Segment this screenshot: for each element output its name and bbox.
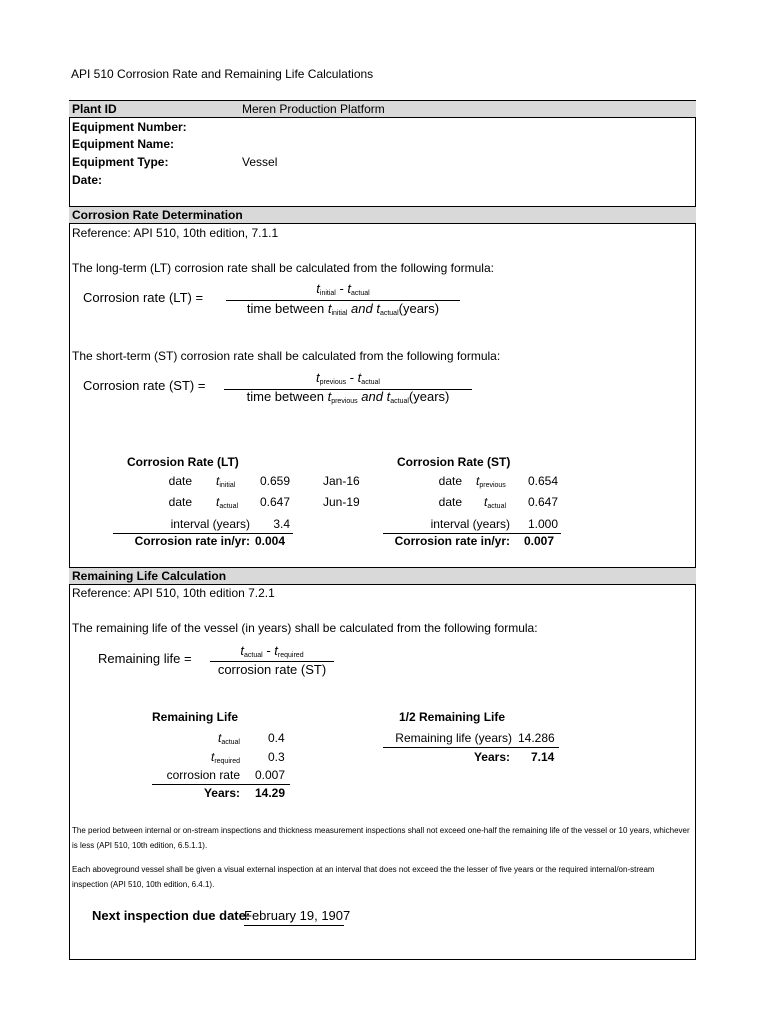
st-interval-value: 1.000 <box>527 517 558 531</box>
st-formula-denominator: time between $t_{previous}$ and $t_{actual}(years)$ <box>246 389 450 405</box>
rl-formula-numerator: $t_{actual} - t_{required}$ <box>240 643 304 659</box>
st-row1-t: $t_{previous}$ <box>476 474 506 489</box>
equipment-number-label: Equipment Number: <box>72 120 187 134</box>
rl-sum-line <box>152 784 290 785</box>
lt-formula-lhs: Corrosion rate (LT) = <box>83 290 204 305</box>
lt-rate-label: Corrosion rate in/yr: <box>134 534 250 548</box>
st-table-title: Corrosion Rate (ST) <box>397 455 511 469</box>
plant-id-label: Plant ID <box>72 102 117 116</box>
st-formula-lhs: Corrosion rate (ST) = <box>83 378 206 393</box>
remaining-life-header-bar <box>69 567 696 585</box>
lt-row1-date: Jan-16 <box>323 474 360 488</box>
st-row2-value: 0.647 <box>527 495 558 509</box>
half-rl-years-label: Years: <box>473 750 510 764</box>
corrosion-reference: Reference: API 510, 10th edition, 7.1.1 <box>72 226 279 240</box>
rl-r1-value: 0.4 <box>268 731 285 745</box>
lt-interval-value: 3.4 <box>273 517 290 531</box>
remaining-intro: The remaining life of the vessel (in years) shall be calculated from the following formula: <box>72 621 538 635</box>
half-rl-title: 1/2 Remaining Life <box>399 710 506 724</box>
lt-row2-label: date <box>168 495 192 509</box>
lt-row1-t: $t_{initial}$ <box>216 474 236 489</box>
page-title: API 510 Corrosion Rate and Remaining Life Calculations <box>71 67 374 81</box>
rl-r2-value: 0.3 <box>268 750 285 764</box>
lt-formula-denominator: time between $t_{initial}$ and $t_{actual}(years)$ <box>246 301 440 317</box>
rl-r2-label: $t_{required}$ <box>210 750 240 765</box>
next-inspection-value: February 19, 1907 <box>244 908 351 923</box>
corrosion-rate-header: Corrosion Rate Determination <box>72 208 243 222</box>
st-row1-label: date <box>438 474 462 488</box>
lt-row2-t: $t_{actual}$ <box>216 495 239 510</box>
note-inspection-interval: The period between internal or on-stream inspections and thickness measurement inspections shall not exceed one-half the remaining life of the vessel or 10 years, whichever is less (API 510, 10th edition, 6.5.1.1). <box>72 826 690 850</box>
rl-formula-denominator: corrosion rate (ST) <box>217 662 327 677</box>
equipment-type-label: Equipment Type: <box>72 155 169 169</box>
plant-id-bar <box>69 100 696 118</box>
lt-row1-value: 0.659 <box>259 474 290 488</box>
st-row1-value: 0.654 <box>527 474 558 488</box>
date-label: Date: <box>72 173 103 187</box>
half-rl-r1-label: Remaining life (years) <box>395 731 512 745</box>
equipment-type-value: Vessel <box>242 155 278 169</box>
st-interval-label: interval (years) <box>430 517 510 531</box>
rl-r1-label: $t_{actual}$ <box>217 731 240 746</box>
rl-table-title: Remaining Life <box>152 710 239 724</box>
st-intro: The short-term (ST) corrosion rate shall be calculated from the following formula: <box>72 349 501 363</box>
equipment-name-label: Equipment Name: <box>72 137 175 151</box>
st-row2-label: date <box>438 495 462 509</box>
half-rl-underline <box>383 747 559 748</box>
lt-row1-label: date <box>168 474 192 488</box>
rl-years-label: Years: <box>203 786 240 800</box>
remaining-reference: Reference: API 510, 10th edition 7.2.1 <box>72 586 275 600</box>
half-rl-r1-value: 14.286 <box>518 731 555 745</box>
lt-row2-date: Jun-19 <box>323 495 360 509</box>
st-formula-numerator: $t_{previous} - t_{actual}$ <box>316 370 380 386</box>
next-inspection-label: Next inspection due date: <box>92 908 251 923</box>
lt-formula-numerator: $t_{initial} - t_{actual}$ <box>316 281 370 297</box>
plant-id-value: Meren Production Platform <box>242 102 385 116</box>
st-rate-value: 0.007 <box>524 534 555 548</box>
rl-years-value: 14.29 <box>255 786 286 800</box>
corrosion-rate-header-bar <box>69 206 696 224</box>
rl-r3-label: corrosion rate <box>166 768 240 782</box>
note-external-inspection: Each aboveground vessel shall be given a visual external inspection at an interval that does not exceed the the lesser of five years or the required internal/on-stream inspection (API 510, 10th edition, 6.4.1). <box>72 865 655 889</box>
lt-table-title: Corrosion Rate (LT) <box>127 455 239 469</box>
lt-intro: The long-term (LT) corrosion rate shall be calculated from the following formula: <box>72 261 494 275</box>
next-inspection-underline <box>244 925 344 926</box>
st-rate-label: Corrosion rate in/yr: <box>394 534 510 548</box>
lt-interval-label: interval (years) <box>170 517 250 531</box>
rl-r3-value: 0.007 <box>255 768 286 782</box>
remaining-life-header: Remaining Life Calculation <box>72 569 227 583</box>
lt-row2-value: 0.647 <box>259 495 290 509</box>
st-row2-t: $t_{actual}$ <box>484 495 507 510</box>
lt-rate-value: 0.004 <box>255 534 286 548</box>
half-rl-years-value: 7.14 <box>531 750 555 764</box>
rl-formula-lhs: Remaining life = <box>98 651 192 666</box>
